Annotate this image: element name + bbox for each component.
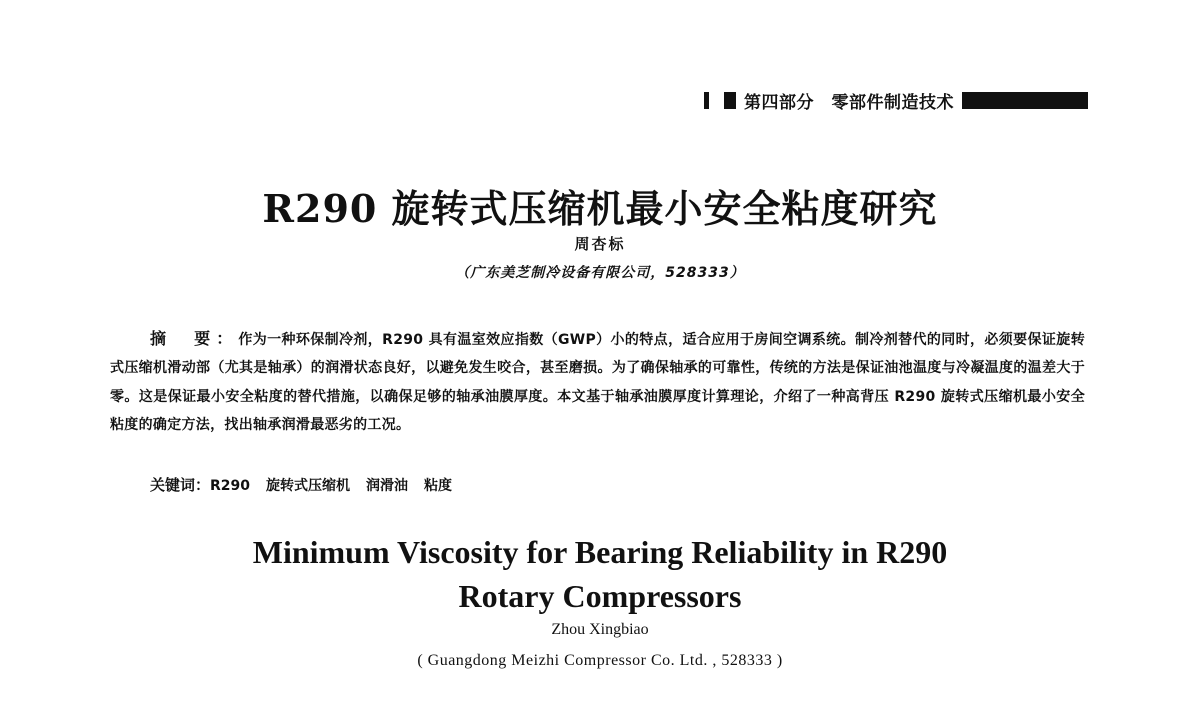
keyword: 旋转式压缩机 [266, 478, 351, 494]
chinese-affiliation: （广东美芝制冷设备有限公司，528333） [455, 265, 745, 281]
header-rule-bar [962, 92, 1088, 109]
english-title-line: Minimum Viscosity for Bearing Reliability in R290 [252, 534, 948, 570]
header-mark [704, 92, 709, 109]
abstract-paragraph [110, 325, 1085, 440]
keyword: R290 [210, 478, 251, 494]
keyword: 润滑油 [366, 478, 409, 494]
chinese-author: 周杏标 [574, 235, 626, 253]
running-header-text: 第四部分 零部件制造技术 [744, 92, 954, 113]
english-affiliation: ( Guangdong Meizhi Compressor Co. Ltd. , 528333 ) [417, 652, 783, 669]
abstract-label: 摘 要： [150, 329, 239, 348]
keywords-label: 关键词： [150, 476, 211, 494]
english-title-line: Rotary Compressors [458, 578, 742, 614]
running-header [704, 88, 1088, 112]
abstract-body: 作为一种环保制冷剂，R290 具有温室效应指数（GWP）小的特点，适合应用于房间空调系统。制冷剂替代的同时，必须要保证旋转式压缩机滑动部（尤其是轴承）的润滑状态良好，以避免发生咬合，甚至磨损。为了确保轴承的可靠性，传统的方法是保证油池温度与冷凝温度的温差大于零。这是保证最小安全粘度的替代措施，以确保足够的轴承油膜厚度。本文基于轴承油膜厚度计算理论，介绍了一种高背压 R290 旋转式压缩机最小安全粘度的确定方法，找出轴承润滑最恶劣的工况。 [110, 332, 1085, 434]
english-title [0, 530, 1200, 618]
header-mark [724, 92, 736, 109]
keyword: 粘度 [424, 478, 453, 494]
chinese-title: R290 旋转式压缩机最小安全粘度研究 [262, 186, 938, 231]
keywords-line [150, 474, 468, 495]
english-author: Zhou Xingbiao [551, 621, 649, 638]
